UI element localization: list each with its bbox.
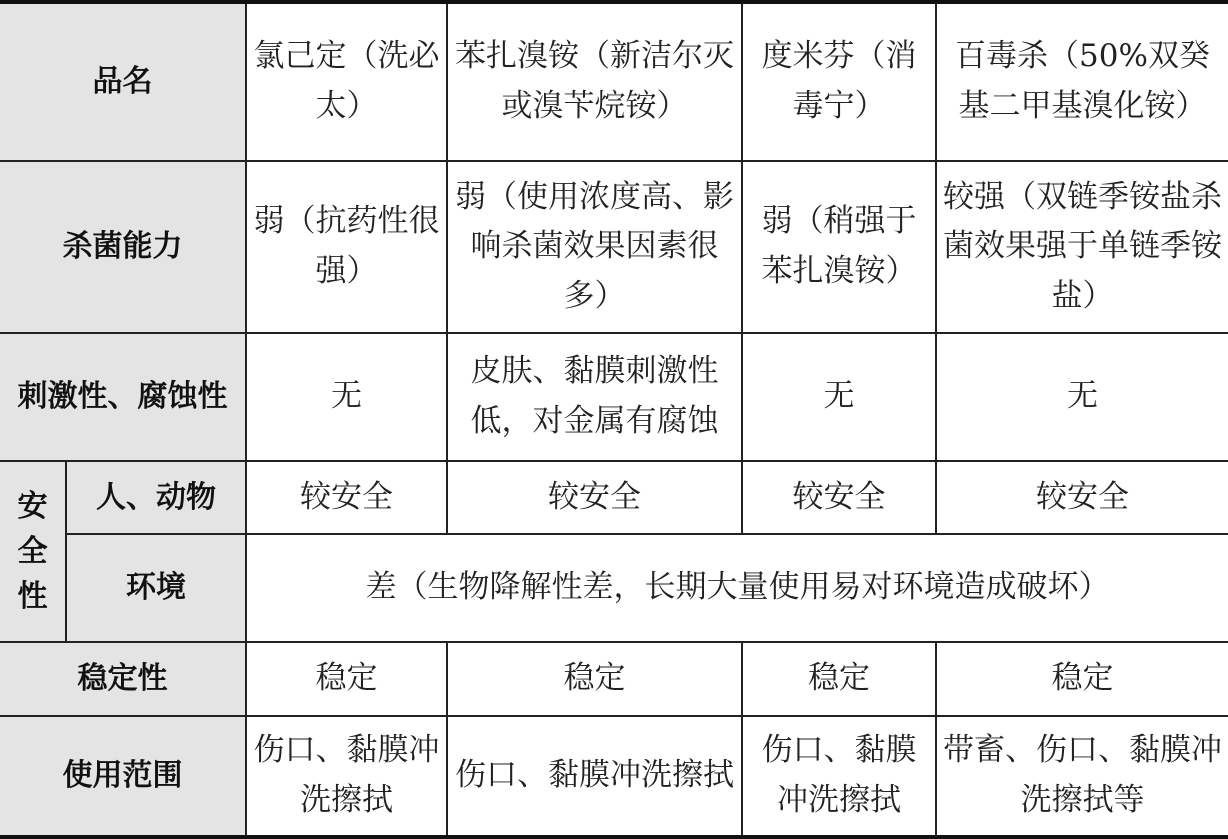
cell-bactericidal-0: 弱（抗药性很强）: [246, 161, 447, 333]
cell-stability-0: 稳定: [246, 642, 447, 716]
cell-irritation-1: 皮肤、黏膜刺激性低，对金属有腐蚀: [447, 333, 742, 461]
cell-stability-2: 稳定: [742, 642, 936, 716]
cell-environment: 差（生物降解性差，长期大量使用易对环境造成破坏）: [246, 534, 1228, 642]
cell-bactericidal-2: 弱（稍强于苯扎溴铵）: [742, 161, 936, 333]
cell-human-animal-2: 较安全: [742, 461, 936, 534]
cell-human-animal-1: 较安全: [447, 461, 742, 534]
cell-bactericidal-3: 较强（双链季铵盐杀菌效果强于单链季铵盐）: [936, 161, 1228, 333]
row-irritation: [0, 333, 1228, 461]
cell-irritation-3: 无: [936, 333, 1228, 461]
row-usage: [0, 716, 1228, 837]
cell-usage-0: 伤口、黏膜冲洗擦拭: [246, 716, 447, 837]
header-human-animal: 人、动物: [66, 461, 246, 534]
cell-usage-3: 带畜、伤口、黏膜冲洗擦拭等: [936, 716, 1228, 837]
cell-usage-1: 伤口、黏膜冲洗擦拭: [447, 716, 742, 837]
cell-stability-1: 稳定: [447, 642, 742, 716]
header-safety: 安全性: [0, 461, 66, 642]
row-product-name: [0, 2, 1228, 161]
header-environment: 环境: [66, 534, 246, 642]
row-bactericidal: [0, 161, 1228, 333]
row-safety-environment: [0, 534, 1228, 642]
cell-irritation-2: 无: [742, 333, 936, 461]
row-safety-human-animal: [0, 461, 1228, 534]
product-baidusha: 百毒杀（50%双癸基二甲基溴化铵）: [936, 2, 1228, 161]
product-chlorhexidine: 氯己定（洗必太）: [246, 2, 447, 161]
header-irritation: 刺激性、腐蚀性: [0, 333, 246, 461]
header-usage: 使用范围: [0, 716, 246, 837]
cell-bactericidal-1: 弱（使用浓度高、影响杀菌效果因素很多）: [447, 161, 742, 333]
product-benzalkonium-bromide: 苯扎溴铵（新洁尔灭或溴苄烷铵）: [447, 2, 742, 161]
cell-human-animal-0: 较安全: [246, 461, 447, 534]
header-bactericidal: 杀菌能力: [0, 161, 246, 333]
cell-irritation-0: 无: [246, 333, 447, 461]
cell-human-animal-3: 较安全: [936, 461, 1228, 534]
header-product-name: 品名: [0, 2, 246, 161]
product-domiphen: 度米芬（消毒宁）: [742, 2, 936, 161]
header-stability: 稳定性: [0, 642, 246, 716]
cell-stability-3: 稳定: [936, 642, 1228, 716]
row-stability: [0, 642, 1228, 716]
cell-usage-2: 伤口、黏膜冲洗擦拭: [742, 716, 936, 837]
